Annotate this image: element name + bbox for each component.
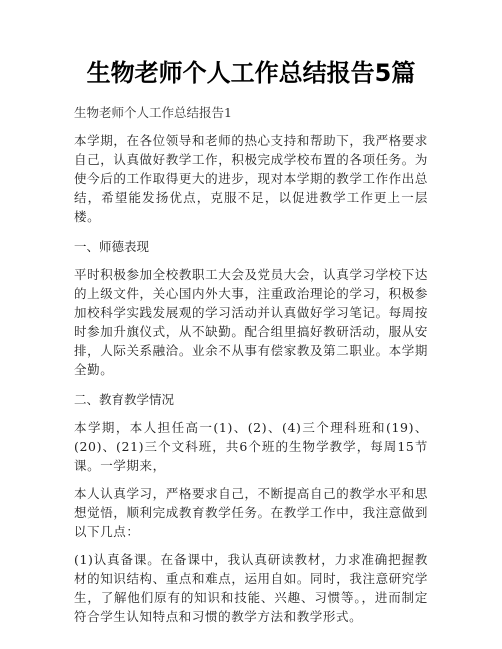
paragraph-lesson-prep: (1)认真备课。在备课中，我认真研读教材，力求准确把握教材的知识结构、重点和难点，运用自如。同时，我注意研究学生，了解他们原有的知识和技能、兴趣、习惯等。，进而制定符合学生认知特点和习惯的教学方法和教学形式。 [74, 552, 428, 624]
paragraph-teaching-load: 本学期，本人担任高一(1)、(2)、(4)三个理科班和(19)、(20)、(21)三个文科班，共6个班的生物学教学，每周15节课。一学期来， [74, 420, 428, 473]
section-heading-ethics: 一、师德表现 [74, 239, 150, 254]
document-title: 生物老师个人工作总结报告5篇 [86, 59, 416, 87]
paragraph-self-study: 本人认真学习，严格要求自己，不断提高自己的教学水平和思想觉悟，顺利完成教育教学任务。在教学工作中，我注意做到以下几点： [74, 486, 428, 539]
paragraph-ethics: 平时积极参加全校教职工大会及党员大会，认真学习学校下达的上级文件，关心国内外大事，注重政治理论的学习，积极参加校科学实践发展观的学习活动并认真做好学习笔记。每周按时参加升旗仪式，从不缺勤。配合组里搞好教研活动，服从安排，人际关系融洽。业余不从事有偿家教及第二职业。本学期全勤。 [74, 267, 428, 377]
document-subtitle: 生物老师个人工作总结报告1 [74, 105, 232, 120]
section-heading-teaching: 二、教育教学情况 [74, 392, 175, 407]
paragraph-intro: 本学期，在各位领导和老师的热心支持和帮助下，我严格要求自己，认真做好教学工作，积极完成学校布置的各项任务。为使今后的工作取得更大的进步，现对本学期的教学工作作出总结，希望能发扬优点，克服不足，以促进教学工作更上一层楼。 [74, 133, 428, 224]
